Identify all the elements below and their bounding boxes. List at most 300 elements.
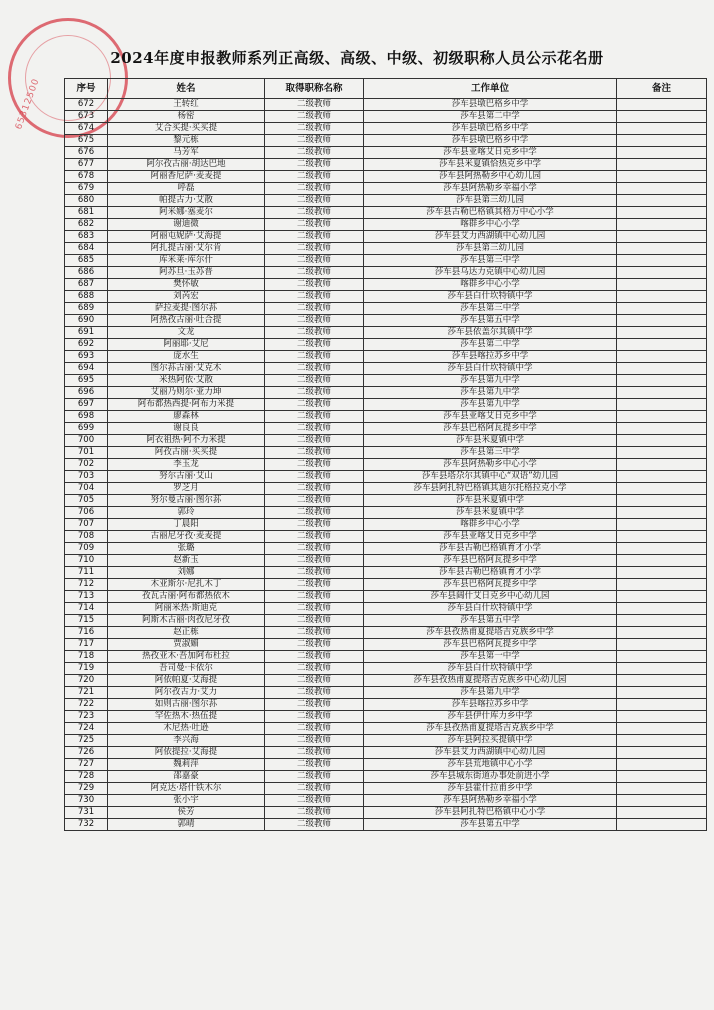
- cell-unit: 莎车县第二中学: [364, 111, 617, 123]
- cell-seq: 676: [65, 147, 108, 159]
- cell-unit: 莎车县阿拉买提镇中学: [364, 735, 617, 747]
- cell-unit: 莎车县第五中学: [364, 315, 617, 327]
- cell-title: 二级教师: [265, 519, 364, 531]
- cell-note: [617, 135, 707, 147]
- cell-note: [617, 675, 707, 687]
- cell-title: 二级教师: [265, 759, 364, 771]
- table-row: [65, 543, 707, 555]
- table-row: [65, 507, 707, 519]
- cell-unit: 莎车县古勒巴格镇其格万中心小学: [364, 207, 617, 219]
- table-row: [65, 411, 707, 423]
- cell-seq: 706: [65, 507, 108, 519]
- table-row: [65, 231, 707, 243]
- cell-note: [617, 615, 707, 627]
- cell-seq: 674: [65, 123, 108, 135]
- cell-name: 努尔曼古丽·图尔荪: [108, 495, 265, 507]
- cell-title: 二级教师: [265, 687, 364, 699]
- page-title: 2024年度申报教师系列正高级、高级、中级、初级职称人员公示花名册: [110, 49, 604, 67]
- cell-seq: 687: [65, 279, 108, 291]
- cell-unit: 喀群乡中心小学: [364, 279, 617, 291]
- cell-unit: 喀群乡中心小学: [364, 219, 617, 231]
- cell-note: [617, 543, 707, 555]
- cell-title: 二级教师: [265, 483, 364, 495]
- cell-seq: 710: [65, 555, 108, 567]
- cell-unit: 莎车县米夏镇恰热克乡中学: [364, 159, 617, 171]
- table-row: [65, 99, 707, 111]
- cell-unit: 莎车县第九中学: [364, 687, 617, 699]
- cell-note: [617, 723, 707, 735]
- cell-name: 李玉龙: [108, 459, 265, 471]
- cell-name: 米热阿依·艾散: [108, 375, 265, 387]
- cell-title: 二级教师: [265, 495, 364, 507]
- cell-title: 二级教师: [265, 303, 364, 315]
- header-unit: 工作单位: [364, 79, 617, 99]
- table-row: [65, 447, 707, 459]
- table-row: [65, 243, 707, 255]
- cell-note: [617, 447, 707, 459]
- cell-unit: 莎车县阔什艾日克乡中心幼儿园: [364, 591, 617, 603]
- cell-title: 二级教师: [265, 783, 364, 795]
- cell-title: 二级教师: [265, 675, 364, 687]
- table-row: [65, 363, 707, 375]
- cell-name: 谢迪微: [108, 219, 265, 231]
- cell-name: 努尔古丽·艾山: [108, 471, 265, 483]
- cell-seq: 717: [65, 639, 108, 651]
- cell-name: 阿依提拉·艾海提: [108, 747, 265, 759]
- cell-title: 二级教师: [265, 327, 364, 339]
- roster-table: [64, 78, 707, 831]
- table-row: [65, 399, 707, 411]
- cell-unit: 莎车县白什坎特镇中学: [364, 363, 617, 375]
- cell-title: 二级教师: [265, 819, 364, 831]
- cell-unit: 莎车县城东街道办事处前进小学: [364, 771, 617, 783]
- table-row: [65, 771, 707, 783]
- cell-note: [617, 771, 707, 783]
- cell-note: [617, 507, 707, 519]
- cell-name: 杨密: [108, 111, 265, 123]
- table-row: [65, 459, 707, 471]
- cell-unit: 莎车县亚喀艾日克乡中学: [364, 411, 617, 423]
- cell-unit: 莎车县巴格阿瓦提乡中学: [364, 579, 617, 591]
- cell-title: 二级教师: [265, 243, 364, 255]
- cell-seq: 681: [65, 207, 108, 219]
- cell-seq: 727: [65, 759, 108, 771]
- cell-title: 二级教师: [265, 555, 364, 567]
- cell-name: 郭玲: [108, 507, 265, 519]
- cell-name: 阿丽耶·艾尼: [108, 339, 265, 351]
- table-row: [65, 711, 707, 723]
- cell-seq: 678: [65, 171, 108, 183]
- cell-name: 谢良良: [108, 423, 265, 435]
- cell-title: 二级教师: [265, 207, 364, 219]
- cell-seq: 718: [65, 651, 108, 663]
- cell-name: 阿布都热西提·阿布力米提: [108, 399, 265, 411]
- cell-name: 侯芳: [108, 807, 265, 819]
- cell-unit: 莎车县艾力西湖镇中心幼儿园: [364, 747, 617, 759]
- cell-unit: 莎车县墩巴格乡中学: [364, 135, 617, 147]
- table-row: [65, 351, 707, 363]
- cell-name: 阿苏旦·玉苏普: [108, 267, 265, 279]
- cell-note: [617, 219, 707, 231]
- cell-note: [617, 603, 707, 615]
- cell-name: 木亚斯尔·尼扎木丁: [108, 579, 265, 591]
- cell-seq: 700: [65, 435, 108, 447]
- cell-unit: 莎车县塔尕尔其镇中心“双语”幼儿园: [364, 471, 617, 483]
- cell-note: [617, 795, 707, 807]
- cell-seq: 683: [65, 231, 108, 243]
- table-row: [65, 555, 707, 567]
- cell-note: [617, 315, 707, 327]
- table-row: [65, 147, 707, 159]
- cell-title: 二级教师: [265, 651, 364, 663]
- cell-seq: 729: [65, 783, 108, 795]
- cell-unit: 莎车县巴格阿瓦提乡中学: [364, 423, 617, 435]
- table-row: [65, 579, 707, 591]
- cell-unit: 莎车县第一中学: [364, 651, 617, 663]
- cell-name: 阿尔孜古丽·胡达巴地: [108, 159, 265, 171]
- cell-title: 二级教师: [265, 447, 364, 459]
- table-row: [65, 531, 707, 543]
- cell-unit: 莎车县第三幼儿园: [364, 195, 617, 207]
- cell-seq: 690: [65, 315, 108, 327]
- cell-name: 魏莉萍: [108, 759, 265, 771]
- cell-name: 阿斯木古丽·肉孜尼牙孜: [108, 615, 265, 627]
- cell-seq: 720: [65, 675, 108, 687]
- cell-seq: 673: [65, 111, 108, 123]
- cell-seq: 725: [65, 735, 108, 747]
- cell-name: 刘芮宏: [108, 291, 265, 303]
- cell-seq: 691: [65, 327, 108, 339]
- cell-note: [617, 819, 707, 831]
- cell-title: 二级教师: [265, 399, 364, 411]
- cell-name: 郭晴: [108, 819, 265, 831]
- cell-note: [617, 207, 707, 219]
- cell-note: [617, 747, 707, 759]
- cell-unit: 莎车县第三中学: [364, 255, 617, 267]
- cell-note: [617, 783, 707, 795]
- table-row: [65, 519, 707, 531]
- cell-unit: 莎车县第九中学: [364, 375, 617, 387]
- cell-note: [617, 699, 707, 711]
- cell-note: [617, 639, 707, 651]
- table-row: [65, 159, 707, 171]
- cell-title: 二级教师: [265, 459, 364, 471]
- cell-title: 二级教师: [265, 579, 364, 591]
- cell-note: [617, 579, 707, 591]
- cell-seq: 686: [65, 267, 108, 279]
- cell-unit: 莎车县孜热甫夏提塔吉克族乡中学: [364, 627, 617, 639]
- cell-name: 库米莱·库尔什: [108, 255, 265, 267]
- table-row: [65, 303, 707, 315]
- cell-note: [617, 291, 707, 303]
- table-row: [65, 111, 707, 123]
- cell-note: [617, 243, 707, 255]
- cell-note: [617, 255, 707, 267]
- table-row: [65, 339, 707, 351]
- cell-unit: 莎车县阿热勒乡中心幼儿园: [364, 171, 617, 183]
- cell-name: 马芳军: [108, 147, 265, 159]
- table-row: [65, 723, 707, 735]
- cell-title: 二级教师: [265, 747, 364, 759]
- cell-unit: 莎车县巴格阿瓦提乡中学: [364, 639, 617, 651]
- cell-note: [617, 459, 707, 471]
- cell-note: [617, 351, 707, 363]
- cell-name: 刘娜: [108, 567, 265, 579]
- cell-name: 阿米娜·塞麦尔: [108, 207, 265, 219]
- table-row: [65, 171, 707, 183]
- cell-unit: 莎车县喀拉苏乡中学: [364, 351, 617, 363]
- table-row: [65, 255, 707, 267]
- cell-unit: 莎车县阿扎特巴格镇其迪尔托格拉克小学: [364, 483, 617, 495]
- cell-title: 二级教师: [265, 351, 364, 363]
- cell-unit: 莎车县喀拉苏乡中学: [364, 699, 617, 711]
- table-row: [65, 567, 707, 579]
- cell-note: [617, 123, 707, 135]
- cell-title: 二级教师: [265, 99, 364, 111]
- table-row: [65, 795, 707, 807]
- cell-unit: 莎车县孜热甫夏提塔吉克族乡中心幼儿园: [364, 675, 617, 687]
- cell-note: [617, 627, 707, 639]
- cell-title: 二级教师: [265, 435, 364, 447]
- cell-name: 阿扎提古丽·艾尔肯: [108, 243, 265, 255]
- cell-seq: 693: [65, 351, 108, 363]
- cell-unit: 莎车县白什坎特镇中学: [364, 663, 617, 675]
- cell-title: 二级教师: [265, 315, 364, 327]
- table-row: [65, 591, 707, 603]
- cell-seq: 704: [65, 483, 108, 495]
- cell-note: [617, 279, 707, 291]
- cell-note: [617, 711, 707, 723]
- cell-seq: 711: [65, 567, 108, 579]
- cell-title: 二级教师: [265, 255, 364, 267]
- table-row: [65, 267, 707, 279]
- table-row: [65, 423, 707, 435]
- cell-name: 阿丽香尼萨·麦麦提: [108, 171, 265, 183]
- table-row: [65, 807, 707, 819]
- cell-name: 艾合买提·买买提: [108, 123, 265, 135]
- cell-name: 阿克达·塔什铁木尔: [108, 783, 265, 795]
- cell-title: 二级教师: [265, 291, 364, 303]
- table-row: [65, 315, 707, 327]
- cell-unit: 莎车县古勒巴格镇育才小学: [364, 567, 617, 579]
- cell-unit: 莎车县第三幼儿园: [364, 243, 617, 255]
- cell-title: 二级教师: [265, 735, 364, 747]
- cell-note: [617, 567, 707, 579]
- cell-title: 二级教师: [265, 615, 364, 627]
- cell-unit: 莎车县阿热勒乡幸福小学: [364, 795, 617, 807]
- header-row: [65, 79, 707, 99]
- table-row: [65, 663, 707, 675]
- cell-seq: 707: [65, 519, 108, 531]
- cell-note: [617, 531, 707, 543]
- cell-unit: 莎车县第二中学: [364, 339, 617, 351]
- table-row: [65, 639, 707, 651]
- cell-unit: 莎车县白什坎特镇中学: [364, 603, 617, 615]
- cell-name: 邵嘉豪: [108, 771, 265, 783]
- cell-name: 罗芝月: [108, 483, 265, 495]
- cell-note: [617, 183, 707, 195]
- cell-seq: 694: [65, 363, 108, 375]
- cell-unit: 喀群乡中心小学: [364, 519, 617, 531]
- cell-unit: 莎车县古勒巴格镇育才小学: [364, 543, 617, 555]
- cell-unit: 莎车县乌达力克镇中心幼儿园: [364, 267, 617, 279]
- cell-title: 二级教师: [265, 543, 364, 555]
- table-row: [65, 471, 707, 483]
- cell-seq: 699: [65, 423, 108, 435]
- cell-title: 二级教师: [265, 591, 364, 603]
- cell-seq: 677: [65, 159, 108, 171]
- cell-note: [617, 339, 707, 351]
- cell-name: 阿孜古丽·买买提: [108, 447, 265, 459]
- cell-unit: 莎车县墩巴格乡中学: [364, 99, 617, 111]
- cell-seq: 685: [65, 255, 108, 267]
- cell-seq: 730: [65, 795, 108, 807]
- cell-unit: 莎车县荒地镇中心小学: [364, 759, 617, 771]
- cell-unit: 莎车县米夏镇中学: [364, 507, 617, 519]
- cell-title: 二级教师: [265, 375, 364, 387]
- cell-seq: 684: [65, 243, 108, 255]
- cell-unit: 莎车县亚喀艾日克乡中学: [364, 147, 617, 159]
- cell-name: 黎元栋: [108, 135, 265, 147]
- cell-unit: 莎车县亚喀艾日克乡中学: [364, 531, 617, 543]
- cell-name: 廖森林: [108, 411, 265, 423]
- table-row: [65, 327, 707, 339]
- cell-name: 罕佐热木·热伍提: [108, 711, 265, 723]
- cell-seq: 723: [65, 711, 108, 723]
- header-title: 取得职称名称: [265, 79, 364, 99]
- cell-note: [617, 807, 707, 819]
- table-row: [65, 687, 707, 699]
- cell-seq: 698: [65, 411, 108, 423]
- cell-name: 文龙: [108, 327, 265, 339]
- cell-name: 王转红: [108, 99, 265, 111]
- cell-unit: 莎车县依盖尔其镇中学: [364, 327, 617, 339]
- table-row: [65, 819, 707, 831]
- table-row: [65, 783, 707, 795]
- cell-name: 张璐: [108, 543, 265, 555]
- cell-title: 二级教师: [265, 279, 364, 291]
- cell-name: 热孜亚木·吾加阿布杜拉: [108, 651, 265, 663]
- cell-seq: 714: [65, 603, 108, 615]
- cell-unit: 莎车县米夏镇中学: [364, 435, 617, 447]
- cell-seq: 680: [65, 195, 108, 207]
- cell-note: [617, 159, 707, 171]
- cell-title: 二级教师: [265, 339, 364, 351]
- table-row: [65, 435, 707, 447]
- cell-unit: 莎车县阿热勒乡幸福小学: [364, 183, 617, 195]
- cell-title: 二级教师: [265, 159, 364, 171]
- cell-unit: 莎车县第三中学: [364, 303, 617, 315]
- cell-unit: 莎车县第九中学: [364, 399, 617, 411]
- cell-title: 二级教师: [265, 603, 364, 615]
- table-row: [65, 123, 707, 135]
- cell-unit: 莎车县伊什库力乡中学: [364, 711, 617, 723]
- cell-seq: 679: [65, 183, 108, 195]
- cell-seq: 703: [65, 471, 108, 483]
- cell-name: 木尼热·吐逊: [108, 723, 265, 735]
- cell-note: [617, 327, 707, 339]
- table-row: [65, 651, 707, 663]
- cell-unit: 莎车县第五中学: [364, 615, 617, 627]
- cell-title: 二级教师: [265, 183, 364, 195]
- cell-note: [617, 663, 707, 675]
- cell-note: [617, 411, 707, 423]
- cell-title: 二级教师: [265, 531, 364, 543]
- cell-seq: 697: [65, 399, 108, 411]
- table-row: [65, 759, 707, 771]
- cell-title: 二级教师: [265, 363, 364, 375]
- cell-note: [617, 591, 707, 603]
- cell-title: 二级教师: [265, 111, 364, 123]
- cell-unit: 莎车县第三中学: [364, 447, 617, 459]
- cell-name: 帕提古力·艾散: [108, 195, 265, 207]
- cell-seq: 726: [65, 747, 108, 759]
- cell-unit: 莎车县第九中学: [364, 387, 617, 399]
- cell-title: 二级教师: [265, 267, 364, 279]
- cell-name: 赵新玉: [108, 555, 265, 567]
- cell-note: [617, 231, 707, 243]
- header-name: 姓名: [108, 79, 265, 99]
- cell-title: 二级教师: [265, 663, 364, 675]
- cell-note: [617, 363, 707, 375]
- table-row: [65, 735, 707, 747]
- cell-note: [617, 147, 707, 159]
- cell-seq: 722: [65, 699, 108, 711]
- cell-title: 二级教师: [265, 411, 364, 423]
- cell-name: 李兴海: [108, 735, 265, 747]
- table-row: [65, 207, 707, 219]
- cell-title: 二级教师: [265, 771, 364, 783]
- cell-name: 樊怀敏: [108, 279, 265, 291]
- table-row: [65, 219, 707, 231]
- cell-seq: 728: [65, 771, 108, 783]
- cell-note: [617, 423, 707, 435]
- cell-note: [617, 99, 707, 111]
- table-row: [65, 699, 707, 711]
- table-row: [65, 615, 707, 627]
- table-row: [65, 291, 707, 303]
- cell-name: 贾淑媚: [108, 639, 265, 651]
- header-note: 备注: [617, 79, 707, 99]
- table-row: [65, 195, 707, 207]
- cell-name: 吾司曼·卡依尔: [108, 663, 265, 675]
- cell-seq: 716: [65, 627, 108, 639]
- table-body: [65, 99, 707, 831]
- cell-unit: 莎车县阿扎特巴格镇中心小学: [364, 807, 617, 819]
- cell-seq: 724: [65, 723, 108, 735]
- cell-name: 孜瓦古丽·阿布都热依木: [108, 591, 265, 603]
- cell-seq: 672: [65, 99, 108, 111]
- cell-seq: 721: [65, 687, 108, 699]
- cell-name: 张小宇: [108, 795, 265, 807]
- cell-unit: 莎车县艾力西湖镇中心幼儿园: [364, 231, 617, 243]
- seal-number: 65312500: [14, 77, 42, 131]
- cell-note: [617, 435, 707, 447]
- cell-note: [617, 495, 707, 507]
- cell-title: 二级教师: [265, 147, 364, 159]
- cell-note: [617, 387, 707, 399]
- cell-title: 二级教师: [265, 195, 364, 207]
- cell-note: [617, 267, 707, 279]
- cell-title: 二级教师: [265, 507, 364, 519]
- cell-seq: 682: [65, 219, 108, 231]
- cell-seq: 701: [65, 447, 108, 459]
- cell-title: 二级教师: [265, 387, 364, 399]
- table-row: [65, 675, 707, 687]
- cell-unit: 莎车县墩巴格乡中学: [364, 123, 617, 135]
- cell-seq: 688: [65, 291, 108, 303]
- cell-title: 二级教师: [265, 219, 364, 231]
